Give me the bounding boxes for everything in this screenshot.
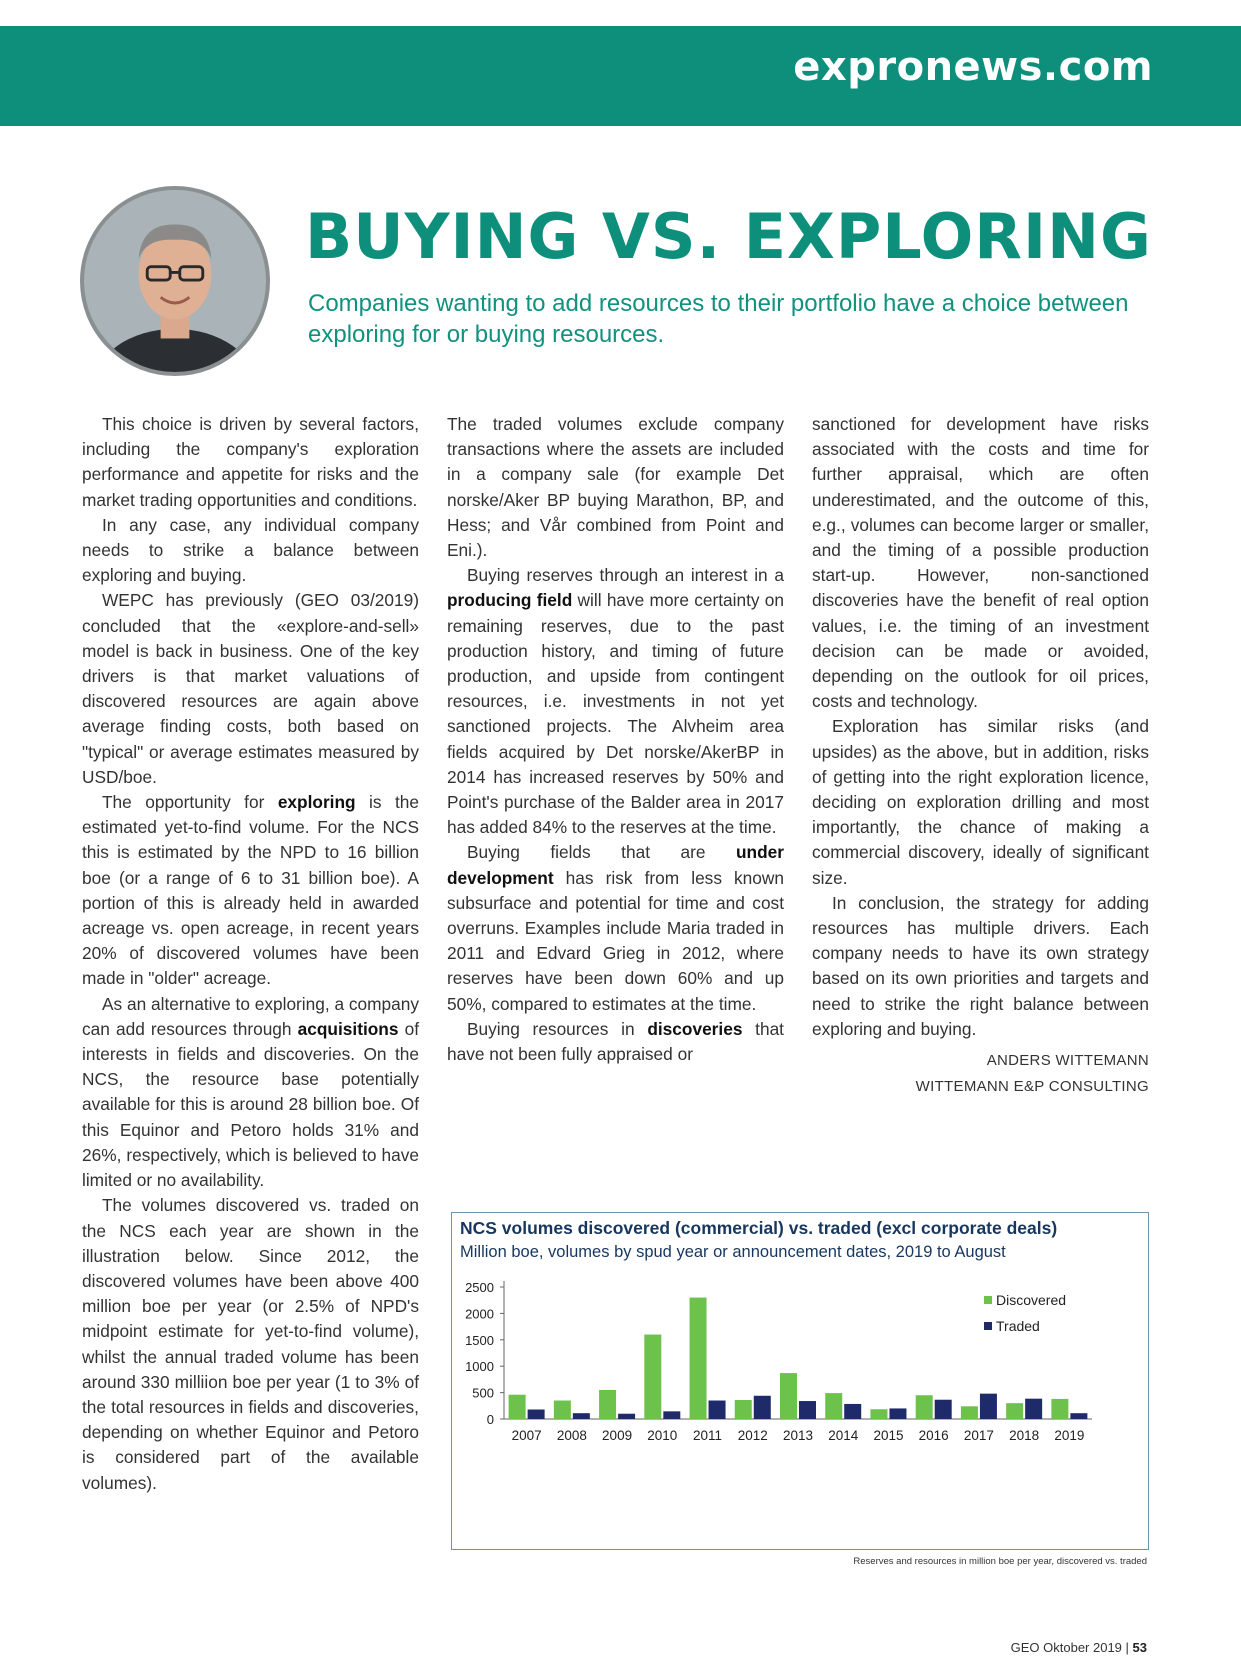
bar-discovered-2010 [644, 1335, 661, 1419]
x-tick-label: 2014 [828, 1428, 859, 1443]
bold-term: under development [447, 842, 784, 888]
article-subtitle: Companies wanting to add resources to their portfolio have a choice between exploring for or buying resources. [308, 290, 1129, 348]
paragraph: In any case, any individual company needs to strike a balance between exploring and buying. [82, 514, 419, 586]
bar-traded-2019 [1070, 1413, 1087, 1419]
bar-traded-2015 [889, 1408, 906, 1419]
bar-discovered-2008 [554, 1401, 571, 1419]
bar-discovered-2018 [1006, 1403, 1023, 1419]
x-tick-label: 2009 [602, 1428, 633, 1443]
author-affiliation: WITTEMANN E&P CONSULTING [915, 1078, 1149, 1096]
bar-discovered-2014 [825, 1393, 842, 1419]
legend-label-discovered: Discovered [996, 1292, 1067, 1308]
paragraph: Buying fields that are under development has risk from less known subsurface and potential for time and cost overruns. Examples include Maria traded in 2011 and Edvard Grieg in 2012, where reserves have been down 60% and up 50%, compared to estimates at the time. [447, 842, 784, 1014]
author-signature [812, 1048, 1149, 1100]
bar-traded-2010 [663, 1411, 680, 1419]
bar-traded-2016 [935, 1400, 952, 1419]
paragraph: Buying resources in discoveries that have not been fully appraised or [447, 1018, 784, 1065]
bar-discovered-2007 [509, 1395, 526, 1419]
bar-discovered-2011 [690, 1298, 707, 1419]
x-tick-label: 2018 [1009, 1428, 1040, 1443]
x-tick-label: 2013 [782, 1428, 814, 1443]
article-title: BUYING VS. EXPLORING [305, 200, 1152, 273]
x-tick-label: 2017 [963, 1428, 994, 1443]
paragraph: In conclusion, the strategy for adding resources has multiple drivers. Each company needs to have its own strategy based on its own priorities and targets and need to strike the right balance between exploring and buying. [812, 892, 1149, 1039]
bar-traded-2012 [754, 1396, 771, 1419]
bold-term: acquisitions [297, 1018, 399, 1039]
bar-traded-2009 [618, 1414, 635, 1419]
bar-traded-2017 [980, 1394, 997, 1419]
paragraph: The traded volumes exclude company transactions where the assets are included in a company sale (for example Det norske/Aker BP buying Marathon, BP, and Hess; and Vår combined from Point and Eni.). [447, 414, 784, 561]
bar-discovered-2019 [1051, 1399, 1068, 1419]
bar-discovered-2009 [599, 1390, 616, 1419]
x-tick-label: 2019 [1054, 1428, 1085, 1443]
author-name: ANDERS WITTEMANN [986, 1052, 1149, 1070]
paragraph: Exploration has similar risks (and upsides) as the above, but in addition, risks of getting into the right exploration licence, deciding on exploration drilling and most importantly, the chance of making a commercial discovery, ideally of significant size. [812, 716, 1149, 888]
paragraph: Buying reserves through an interest in a producing field will have more certainty on remaining reserves, due to the past production history, and timing of future production, and upside from contingent resources, i.e. investments in not yet sanctioned projects. The Alvheim area fields acquired by Det norske/AkerBP in 2014 has increased reserves by 50% and Point's purchase of the Balder area in 2017 has added 84% to the reserves at the time. [447, 565, 784, 838]
page-number: 53 [1132, 1640, 1147, 1655]
y-tick-label: 500 [472, 1385, 494, 1401]
page-footer [1011, 1640, 1147, 1655]
x-tick-label: 2007 [511, 1428, 542, 1443]
chart-caption: Reserves and resources in million boe per year, discovered vs. traded [853, 1556, 1147, 1567]
bar-discovered-2012 [735, 1400, 752, 1419]
y-tick-label: 1500 [465, 1332, 494, 1348]
paragraph: The volumes discovered vs. traded on the NCS each year are shown in the illustration below. Since 2012, the discovered volumes have been above 400 million boe per year (or 2.5% of NPD's midpoint estimate for yet-to-find volume), whilst the annual traded volume has been around 330 milliion boe per year (1 to 3% of the total resources in fields and discoveries, depending on whether Equinor and Petoro is considered part of the available volumes). [82, 1195, 419, 1493]
chart-title: NCS volumes discovered (commercial) vs. traded (excl corporate deals) [460, 1218, 1058, 1238]
site-name: expronews.com [793, 44, 1153, 90]
y-tick-label: 2000 [465, 1306, 494, 1322]
bar-traded-2008 [573, 1413, 590, 1419]
chart-subtitle: Million boe, volumes by spud year or announcement dates, 2019 to August [460, 1243, 1006, 1261]
bar-traded-2013 [799, 1401, 816, 1419]
x-tick-label: 2008 [556, 1428, 587, 1443]
header-banner [0, 26, 1241, 126]
bar-traded-2014 [844, 1404, 861, 1419]
text-column-1 [82, 412, 419, 1496]
bar-traded-2018 [1025, 1399, 1042, 1419]
bold-term: producing field [447, 590, 573, 611]
x-tick-label: 2010 [647, 1428, 678, 1443]
y-tick-label: 0 [486, 1412, 494, 1427]
paragraph: sanctioned for development have risks associated with the costs and time for further appraisal, which are often underestimated, and the outcome of this, e.g., volumes can become larger or smaller, and the timing of a possible production start-up. However, non-sanctioned discoveries have the benefit of real option values, i.e. the timing of an investment decision can be made or avoided, depending on the outlook for oil prices, costs and technology. [812, 414, 1149, 712]
bar-discovered-2013 [780, 1373, 797, 1419]
x-tick-label: 2011 [693, 1428, 723, 1443]
text-column-3 [812, 412, 1149, 1100]
bold-term: exploring [277, 792, 356, 813]
text-column-2 [447, 412, 784, 1067]
y-tick-label: 1000 [465, 1359, 494, 1375]
x-tick-label: 2015 [873, 1428, 904, 1443]
magazine-issue: GEO Oktober 2019 | [1010, 1640, 1129, 1655]
bar-traded-2011 [709, 1401, 726, 1419]
legend-swatch-discovered [984, 1296, 992, 1304]
paragraph: WEPC has previously (GEO 03/2019) concluded that the «explore-and-sell» model is back in business. One of the key drivers is that market valuations of discovered resources are again above average finding costs, both based on "typical" or average estimates measured by USD/boe. [82, 590, 419, 787]
legend-swatch-traded [984, 1322, 992, 1330]
paragraph: The opportunity for exploring is the estimated yet-to-find volume. For the NCS this is estimated by the NPD to 16 billion boe (or a range of 6 to 31 billion boe). A portion of this is already held in awarded acreage vs. open acreage, in recent years 20% of discovered volumes have been made in "older" acreage. [82, 792, 419, 989]
author-portrait [80, 186, 270, 376]
bar-discovered-2015 [870, 1409, 887, 1419]
paragraph: This choice is driven by several factors, including the company's exploration performance and appetite for risks and the market trading opportunities and conditions. [82, 414, 419, 510]
x-tick-label: 2012 [737, 1428, 768, 1443]
bar-discovered-2017 [961, 1406, 978, 1419]
legend-label-traded: Traded [996, 1318, 1040, 1334]
bar-chart [451, 1212, 1149, 1550]
chart-plot [452, 1213, 1150, 1551]
bold-term: discoveries [647, 1018, 743, 1039]
x-tick-label: 2016 [918, 1428, 949, 1443]
paragraph: As an alternative to exploring, a company can add resources through acquisitions of interests in fields and discoveries. On the NCS, the resource base potentially available for this is around 28 billion boe. Of this Equinor and Petoro holds 31% and 26%, respectively, which is believed to have limited or no availability. [82, 993, 420, 1191]
y-tick-label: 2500 [465, 1280, 494, 1295]
bar-discovered-2016 [916, 1395, 933, 1419]
bar-traded-2007 [528, 1409, 545, 1419]
